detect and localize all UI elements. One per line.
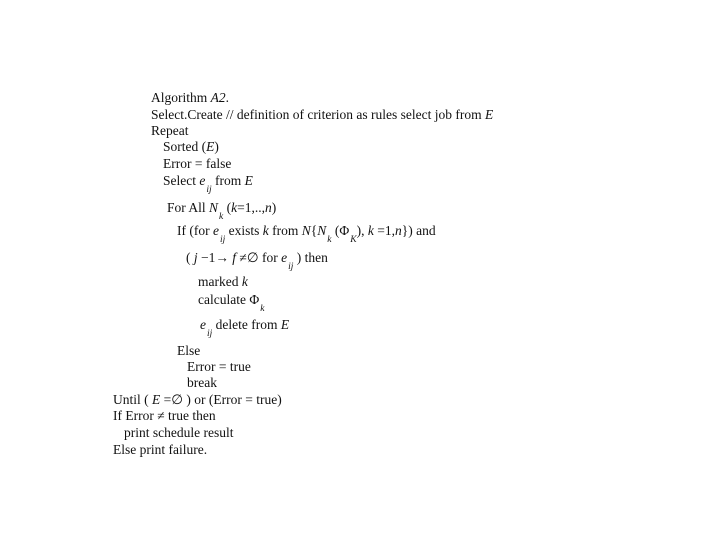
marked-line: marked k	[198, 274, 248, 289]
delete-line: $e_{ij}$ delete from E	[200, 317, 290, 339]
else-line: Else	[177, 343, 201, 358]
print-schedule-line: print schedule result	[124, 425, 234, 440]
error-false-line: Error = false	[163, 156, 232, 171]
for-all-line: For All $N_k$ (k=1,..,n)	[167, 200, 277, 222]
else-print-line: Else print failure.	[113, 442, 208, 457]
select-create-line: Select.Create // definition of criterion as rules select job from E	[151, 107, 494, 122]
if-error-line: If Error ≠ true then	[113, 408, 216, 423]
if-exists-line: If (for $e_{ij}$ exists k from $N\{N_k$ $(\Phi_K)$, k =1,n}) and	[177, 223, 436, 245]
select-eij-line: Select $e_{ij}$ from E	[163, 173, 253, 195]
until-line: Until ( E =∅ ) or (Error = true)	[113, 392, 282, 407]
condition-line: ( j −1→ f ≠∅ for $e_{ij}$ ) then	[186, 250, 328, 272]
algorithm-title: Algorithm A2.	[151, 90, 229, 105]
break-line: break	[187, 375, 217, 390]
calculate-line: calculate $\Phi_k$	[198, 292, 265, 314]
error-true-line: Error = true	[187, 359, 251, 374]
sorted-line: Sorted (E)	[163, 139, 219, 154]
repeat-line: Repeat	[151, 123, 189, 138]
